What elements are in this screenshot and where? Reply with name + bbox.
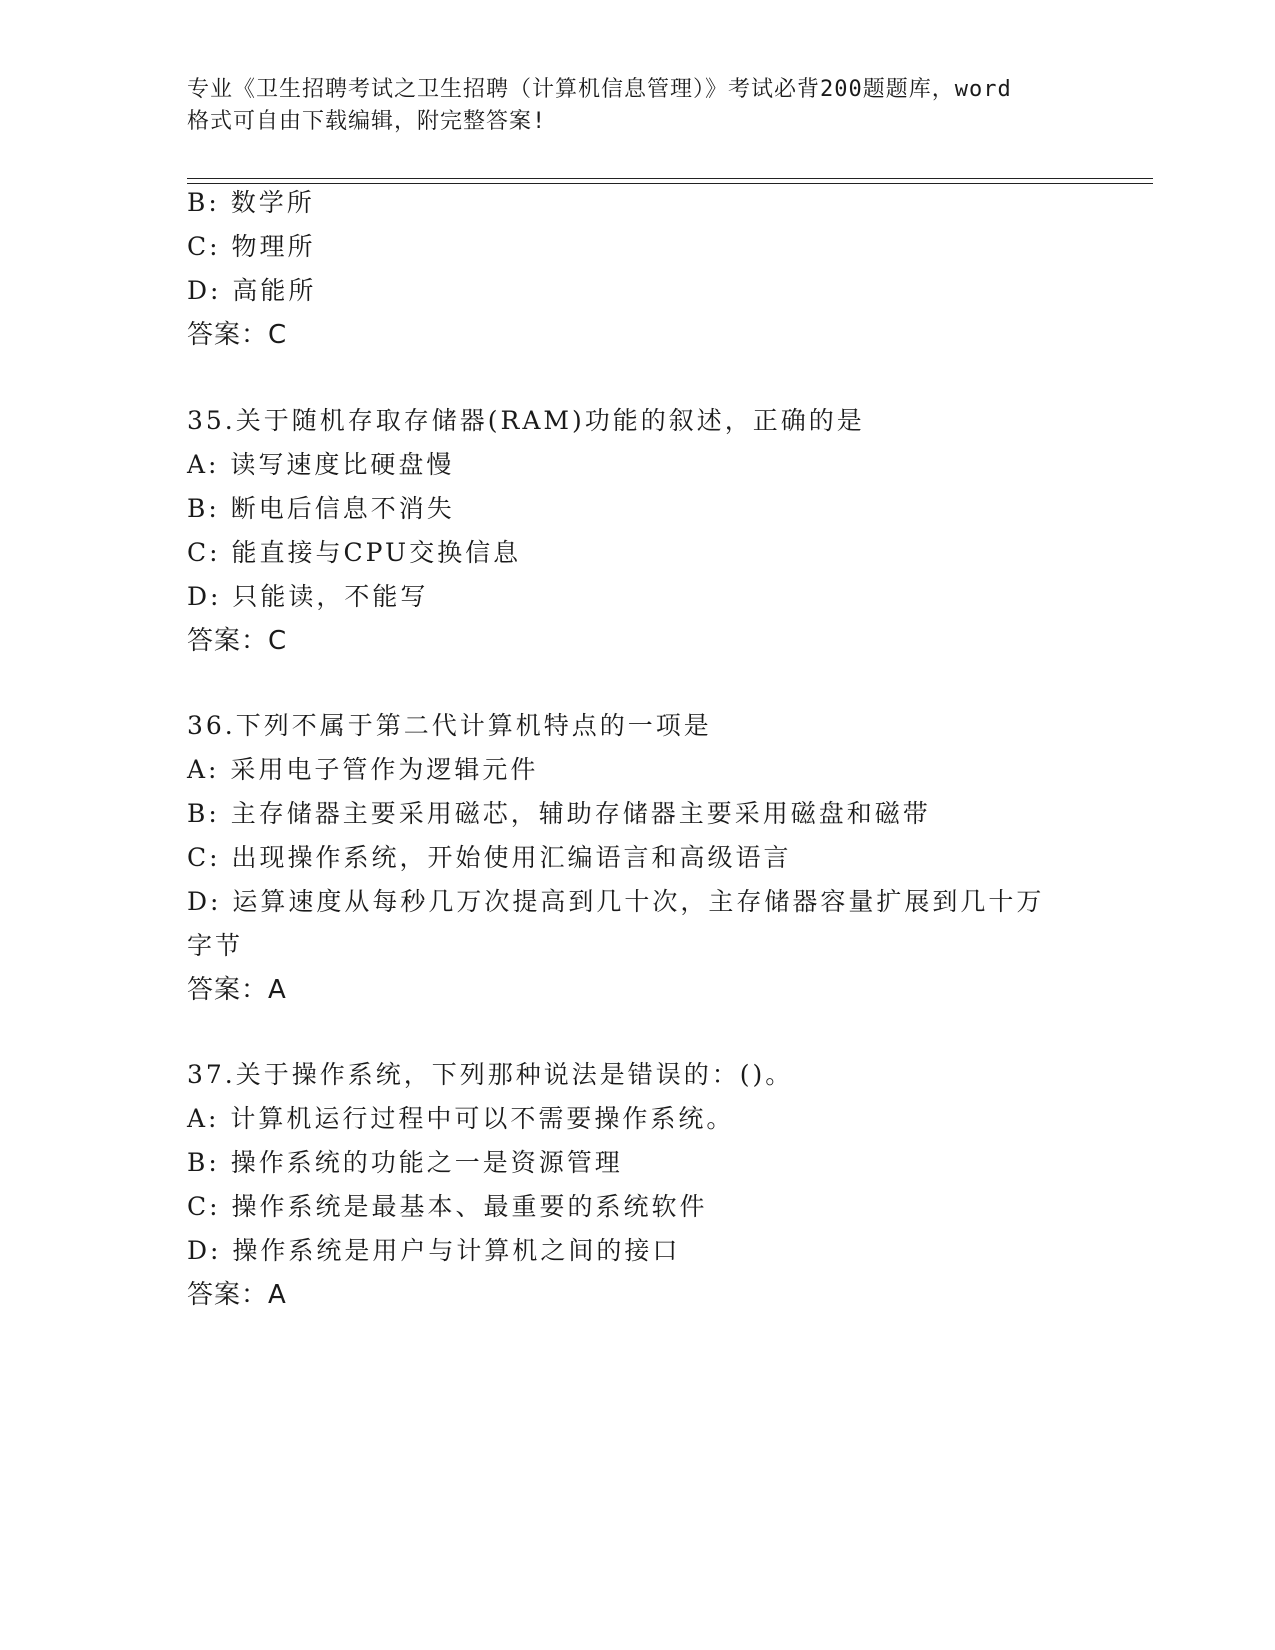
answer-line: 答案：A [187, 975, 287, 1005]
option-c: C: 物理所 [187, 232, 316, 261]
answer-line: 答案：C [187, 320, 288, 350]
question-stem: 35.关于随机存取存储器(RAM)功能的叙述，正确的是 [187, 406, 865, 435]
option-d: D: 高能所 [187, 276, 317, 305]
option-c: C: 出现操作系统，开始使用汇编语言和高级语言 [187, 843, 792, 872]
answer-line: 答案：C [187, 626, 288, 656]
option-a: A: 计算机运行过程中可以不需要操作系统。 [187, 1104, 735, 1133]
option-c: C: 能直接与CPU交换信息 [187, 538, 522, 567]
header-line-2: 格式可自由下载编辑，附完整答案! [187, 109, 547, 134]
question-stem: 37.关于操作系统，下列那种说法是错误的：()。 [187, 1060, 794, 1089]
document-header [187, 74, 1087, 138]
option-c: C: 操作系统是最基本、最重要的系统软件 [187, 1192, 708, 1221]
header-rule-bottom [187, 183, 1153, 184]
option-d-continuation: 字节 [187, 931, 244, 960]
option-a: A: 采用电子管作为逻辑元件 [187, 755, 539, 784]
option-b: B: 断电后信息不消失 [187, 494, 455, 523]
option-b: B: 操作系统的功能之一是资源管理 [187, 1148, 623, 1177]
option-d: D: 操作系统是用户与计算机之间的接口 [187, 1236, 681, 1265]
option-d: D: 只能读，不能写 [187, 582, 429, 611]
option-b: B: 数学所 [187, 188, 315, 217]
question-stem: 36.下列不属于第二代计算机特点的一项是 [187, 711, 712, 740]
header-line-1: 专业《卫生招聘考试之卫生招聘（计算机信息管理）》考试必背200题题库，word [187, 77, 1012, 102]
option-b: B: 主存储器主要采用磁芯，辅助存储器主要采用磁盘和磁带 [187, 799, 931, 828]
header-rule-top [187, 178, 1153, 179]
answer-line: 答案：A [187, 1280, 287, 1310]
option-d: D: 运算速度从每秒几万次提高到几十次，主存储器容量扩展到几十万 [187, 887, 1045, 916]
option-a: A: 读写速度比硬盘慢 [187, 450, 455, 479]
